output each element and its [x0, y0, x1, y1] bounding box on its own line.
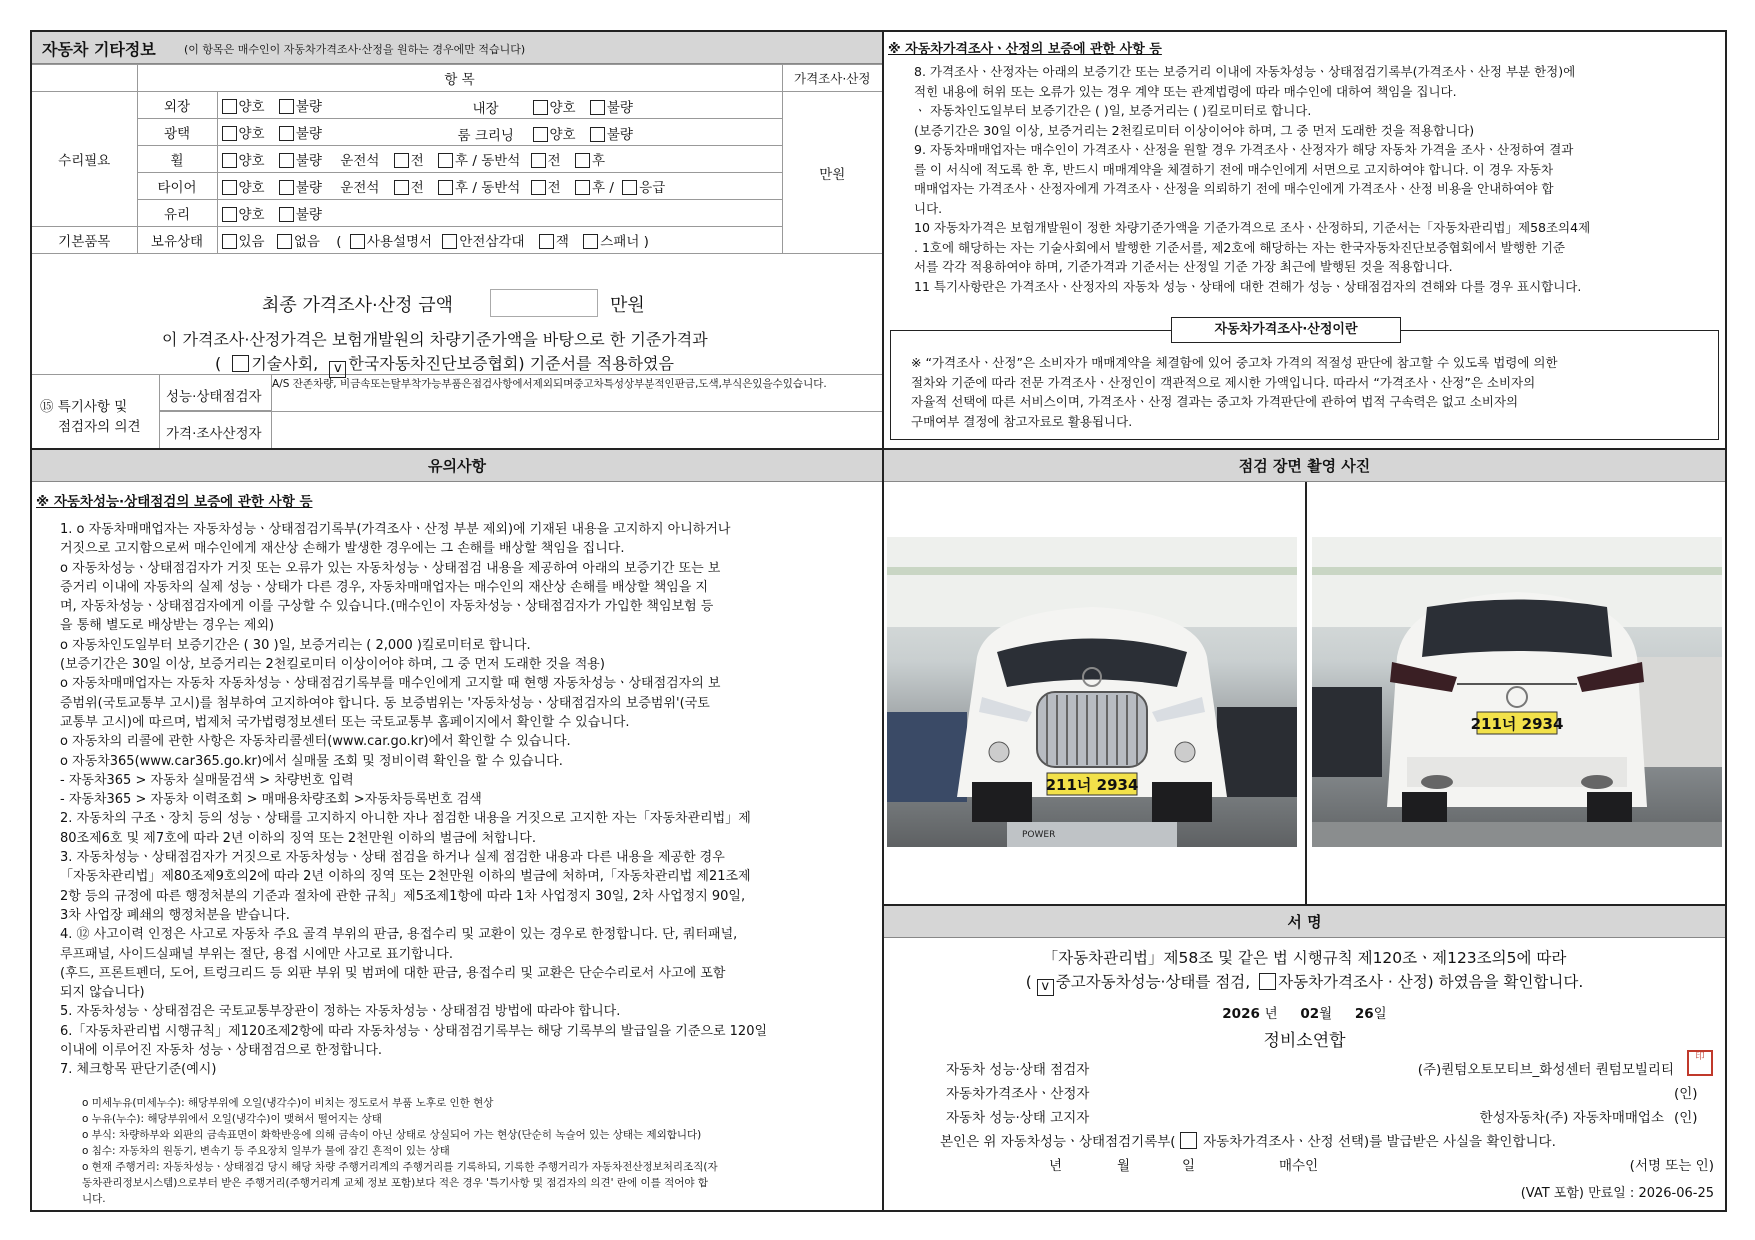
checkbox[interactable]: [222, 153, 237, 168]
label-rear: 후: [591, 153, 606, 169]
notes-line: 을 통해 별도로 배상받는 경우는 제외): [60, 618, 275, 634]
notes-line: 80조제6호 및 제7호에 따라 2년 이하의 징역 또는 2천만원 이하의 벌금에 처합니다.: [60, 830, 536, 846]
basic-label: 기본품목: [32, 227, 137, 254]
paren: (: [336, 234, 342, 250]
notes-line: (후드, 프론트펜더, 도어, 트렁크리드 등 외판 부위 및 범퍼에 대한 판금, 용접수리 및 교환은 단순수리로서 사고에 포함: [60, 965, 726, 981]
label-good: 양호: [549, 127, 576, 143]
notes-line: ο 자동차인도일부터 보증기간은 ( 30 )일, 보증거리는 ( 2,000 )킬로미터로 합니다.: [60, 637, 531, 653]
label-front: 전: [547, 153, 561, 169]
repair-table: [32, 64, 882, 254]
inspector-value: (주)퀀텀오토모티브_화성센터 퀀텀모빌리티: [1417, 1062, 1674, 1078]
label-driver: 운전석: [340, 180, 380, 196]
special-label: [32, 375, 160, 448]
row-status: 보유상태: [137, 227, 217, 254]
price-inspector-sign-label: 자동차가격조사ㆍ산정자: [946, 1086, 1090, 1102]
perf-inspector-note: A/S 잔존차량, 비금속또는탈부착가능부품은점검사항에서제외되며중고차특성상부분적인판금,도색,부식은있을수있습니다.: [272, 378, 827, 390]
row-gloss: 광택: [137, 119, 217, 146]
price-inspector-seal: (인): [1674, 1086, 1698, 1102]
label-emergency: 응급: [639, 180, 666, 196]
date-month-unit: 월: [1319, 1006, 1333, 1022]
notes-line: 4. ⑫ 사고이력 인정은 사고로 자동차 주요 골격 부위의 판금, 용접수리 및 교환이 있는 경우로 한정합니다. 단, 쿼터패널,: [60, 927, 738, 943]
criteria-list: [82, 1095, 880, 1207]
date-year-unit: 년: [1264, 1006, 1278, 1022]
confirm-text-b: 자동차가격조사ㆍ산정 선택)를 발급받은 사실을 확인합니다.: [1203, 1134, 1556, 1150]
notes-line: 거짓으로 고지함으로써 매수인에게 재산상 손해가 발생한 경우에는 그 손해를 배상할 책임을 집니다.: [60, 541, 625, 557]
basis-line-1: 이 가격조사·산정가격은 보험개발원의 차량기준가액을 바탕으로 한 기준가격과: [162, 330, 708, 349]
criteria-line: 동차관리정보시스템)으로부터 받은 주행거리(주행거리계 교체 정보 포함)보다 적은 경우 '특기사항 및 점검자의 의견' 란에 이를 적어야 합: [82, 1177, 708, 1189]
checkbox[interactable]: [222, 126, 237, 141]
signature-header: 서 명: [884, 906, 1725, 938]
perf-inspector-label: 성능·상태점검자: [160, 375, 272, 411]
section-title: 자동차 기타정보: [42, 40, 156, 59]
final-price-label: 최종 가격조사·산정 금액: [262, 295, 454, 316]
label-rear-passenger: 후 / 동반석: [455, 153, 521, 169]
expiry-footer: (VAT 포함) 만료일 : 2026-06-25: [1520, 1186, 1714, 1201]
buyer-signature: (서명 또는 인): [1629, 1158, 1714, 1174]
checkbox[interactable]: [350, 234, 365, 249]
final-price-unit: 만원: [610, 295, 645, 316]
checkbox[interactable]: [531, 153, 546, 168]
notes-line: ο 자동차성능ㆍ상태점검자가 거짓 또는 오류가 있는 자동차성능ㆍ상태점검 내용을 제공하여 아래의 보증기간 또는 보: [60, 560, 721, 576]
label-good: 양호: [238, 207, 265, 223]
guarantee-item-line: 11 특기사항란은 가격조사ㆍ산정자의 자동차 성능ㆍ상태에 대한 견해가 성능ㆍ상태점검자의 견해와 다를 경우 표시합니다.: [914, 278, 1582, 294]
issue-date: [884, 1002, 1725, 1022]
buyer-label: 매수인: [1279, 1158, 1319, 1174]
notes-line: 3. 자동차성능ㆍ상태점검자가 거짓으로 자동차성능ㆍ상태 점검을 하거나 실제 점검한 내용과 다른 내용을 제공한 경우: [60, 850, 725, 866]
checkbox[interactable]: [222, 207, 237, 222]
photo-header: 점검 장면 촬영 사진: [884, 450, 1725, 482]
date-year: 2026: [1222, 1006, 1260, 1022]
checkbox[interactable]: [442, 234, 457, 249]
label-price-check: 자동차가격조사 · 산정) 하였음을 확인합니다.: [1278, 973, 1584, 991]
organization: 정비소연합: [1263, 1031, 1346, 1051]
notes-line: - 자동차365 > 자동차 이력조회 > 매매용차량조회 >자동차등록번호 검색: [60, 792, 482, 808]
notes-line: 며, 자동차성능ㆍ상태점검자에게 이를 구상할 수 있습니다.(매수인이 자동차성능ㆍ상태점검자가 가입한 책임보험 등: [60, 599, 714, 615]
notes-line: ο 자동차365(www.car365.go.kr)에서 실매물 조회 및 정비이력 확인을 할 수 있습니다.: [60, 753, 563, 769]
price-inspector-label: 가격·조사산정자: [160, 411, 272, 448]
notes-list: [60, 520, 880, 1080]
signature-section: [882, 904, 1727, 1212]
checkbox[interactable]: [575, 180, 590, 195]
guarantee-item-line: 매매업자는 가격조사ㆍ산정자에게 가격조사ㆍ산정을 의뢰하기 전에 매수인에게 가격조사ㆍ산정 비용을 안내하여야 합: [914, 181, 1554, 196]
notes-line: 「자동차관리법」제80조제9호의2에 따라 2년 이하의 징역 또는 2천만원 이하의 벌금에 처하며,「자동차관리법 제21조제: [60, 869, 751, 885]
label-bad: 불량: [606, 100, 633, 116]
label-rear: 후 /: [591, 180, 614, 196]
receipt-confirm: [940, 1130, 1556, 1150]
label-triangle: 안전삼각대: [459, 234, 525, 250]
criteria-line: ο 현재 주행거리: 자동차성능ㆍ상태점검 당시 해당 차량 주행거리계의 주행거리를 기록하되, 기록한 주행거리가 자동차전산정보처리조직(자: [82, 1161, 718, 1173]
paren: (: [1025, 973, 1032, 991]
label-front: 전: [410, 153, 424, 169]
notifier-seal: (인): [1674, 1110, 1698, 1126]
checkbox[interactable]: [394, 153, 409, 168]
buyer-day: 일: [1182, 1158, 1196, 1174]
front-plate-text: 211너 2934: [1045, 776, 1139, 794]
notes-section: [30, 448, 884, 1212]
notes-line: 2항 등의 규정에 따른 행정처분의 기준과 절차에 관한 규칙」제5조제1항에 따라 1차 사업정지 30일, 2차 사업정지 90일,: [60, 888, 746, 904]
row-room-clean: 룸 크리닝: [457, 128, 514, 144]
checkbox[interactable]: [539, 234, 554, 249]
label-manual: 사용설명서: [366, 234, 433, 250]
checkbox[interactable]: [277, 234, 292, 249]
label-front: 전: [547, 180, 561, 196]
notes-line: 3차 사업장 폐쇄의 행정처분을 받습니다.: [60, 907, 290, 923]
price-guarantee-heading: ※ 자동차가격조사ㆍ산정의 보증에 관한 사항 등: [888, 42, 1162, 57]
notes-line: 2. 자동차의 구조ㆍ장치 등의 성능ㆍ상태를 고지하지 아니한 자나 점검한 내용을 거짓으로 고지한 자는「자동차관리법」제: [60, 811, 751, 827]
inspector-seal-stamp: 印: [1687, 1050, 1713, 1076]
notes-line: 6.「자동차관리법 시행규칙」제120조제2항에 따라 자동차성능ㆍ상태점검기록부는 해당 기록부의 발급일을 기준으로 120일: [60, 1023, 768, 1039]
photo-divider: [1305, 482, 1307, 904]
label-front: 전: [410, 180, 424, 196]
label-bad: 불량: [295, 207, 322, 223]
price-definition-box: [890, 322, 1719, 440]
checkbox[interactable]: [531, 180, 546, 195]
checkbox-price-check[interactable]: [1259, 973, 1276, 990]
checkbox[interactable]: [533, 100, 548, 115]
label-good: 양호: [238, 99, 265, 115]
guarantee-item-line: 니다.: [914, 200, 943, 216]
checkbox[interactable]: [590, 100, 605, 115]
notes-line: 이내에 이루어진 자동차 성능ㆍ상태점검으로 한정합니다.: [60, 1043, 383, 1059]
photo-section: [882, 448, 1727, 906]
notes-line: - 자동차365 > 자동차 실매물검색 > 차량번호 입력: [60, 772, 354, 788]
rear-car-illustration: [1312, 537, 1722, 847]
row-wheel: 휠: [137, 146, 217, 173]
label-have: 있음: [238, 234, 265, 250]
front-car-illustration: [887, 537, 1297, 847]
notes-line: 증범위(국토교통부 고시)를 첨부하여 고지하여야 합니다. 동 보증범위는 '자동차성능ㆍ상태점검자의 보증범위'(국토: [60, 695, 710, 711]
buyer-year: 년: [1049, 1158, 1063, 1174]
notes-line: 5. 자동차성능ㆍ상태점검은 국토교통부장관이 정하는 자동차성능ㆍ상태점검 방법에 따라야 합니다.: [60, 1004, 621, 1020]
notes-heading: ※ 자동차성능·상태점검의 보증에 관한 사항 등: [36, 494, 313, 510]
paren: (: [215, 354, 222, 373]
checkbox[interactable]: [622, 180, 637, 195]
confirm-line: [884, 970, 1725, 996]
price-definition-text: [911, 353, 1711, 431]
guarantee-item-line: 8. 가격조사ㆍ산정자는 아래의 보증기간 또는 보증거리 이내에 자동차성능ㆍ상태점검기록부(가격조사ㆍ산정 부분 한정)에: [914, 64, 1576, 79]
checkbox[interactable]: [583, 234, 598, 249]
notes-header: 유의사항: [32, 450, 882, 482]
confirm-text-a: 본인은 위 자동차성능ㆍ상태점검기록부(: [940, 1134, 1176, 1150]
notifier-value: 한성자동차(주) 자동차매매업소: [1479, 1110, 1664, 1126]
guarantee-item-line: 적힌 내용에 허위 또는 오류가 있는 경우 계약 또는 관계법령에 따라 매수인에 대하여 책임을 집니다.: [914, 83, 1457, 99]
rear-plate-text: 211너 2934: [1470, 715, 1564, 733]
guarantee-item-line: . 1호에 해당하는 자는 기술사회에서 발행한 기준서를, 제2호에 해당하는 자는 한국자동차진단보증협회에서 발행한 기준: [914, 239, 1566, 255]
lift-brand-text: POWER: [1022, 830, 1056, 840]
notes-line: 1. ο 자동차매매업자는 자동차성능ㆍ상태점검기록부(가격조사ㆍ산정 부분 제외)에 기재된 내용을 고지하지 아니하거나: [60, 522, 731, 537]
date-day-unit: 일: [1373, 1006, 1387, 1022]
criteria-line: ο 침수: 자동차의 원동기, 변속기 등 주요장치 일부가 물에 잠긴 흔적이 있는 상태: [82, 1145, 450, 1157]
law-basis-line: 「자동차관리법」제58조 및 같은 법 시행규칙 제120조ㆍ제123조의5에 따라: [1042, 949, 1567, 967]
checkbox[interactable]: [575, 153, 590, 168]
label-bad: 불량: [606, 127, 633, 143]
final-price-input[interactable]: [490, 289, 598, 317]
definition-line: 절차와 기준에 따라 전문 가격조사ㆍ산정인이 객관적으로 제시한 가액입니다. 따라서 “가격조사ㆍ산정”은 소비자의: [911, 374, 1536, 390]
label-bad: 불량: [295, 153, 322, 169]
checkbox[interactable]: [438, 180, 453, 195]
label-good: 양호: [238, 153, 265, 169]
price-guarantee-section: [882, 30, 1727, 450]
checkbox[interactable]: [279, 207, 294, 222]
notes-line: (보증기간은 30일 이상, 보증거리는 2천킬로미터 이상이어야 하며, 그 중 먼저 도래한 것을 적용): [60, 657, 605, 673]
checkbox[interactable]: [438, 153, 453, 168]
checkbox-price-selection[interactable]: [1180, 1132, 1197, 1149]
criteria-line: ο 누유(누수): 해당부위에서 오일(냉각수)이 맺혀서 떨어지는 상태: [82, 1113, 382, 1125]
section-note: (이 항목은 매수인이 자동차가격조사·산정을 원하는 경우에만 적습니다): [184, 43, 526, 56]
checkbox[interactable]: [222, 234, 237, 249]
checkbox[interactable]: [279, 99, 294, 114]
checkbox[interactable]: [590, 127, 605, 142]
notes-line: 교통부 고시)에 따르며, 법제처 국가법령정보센터 또는 국토교통부 홈페이지에서 확인할 수 있습니다.: [60, 714, 630, 730]
guarantee-item-line: 서를 각각 적용하여야 하며, 기준가격과 기준서는 산정일 기준 가장 최근에 발행된 것을 적용합니다.: [914, 259, 1453, 274]
definition-line: 구매여부 결정에 참고자료로 활용됩니다.: [911, 413, 1133, 429]
basis-line-2: [215, 351, 674, 378]
special-label-1: ⑮ 특기사항 및: [40, 399, 128, 415]
label-bad: 불량: [295, 99, 322, 115]
checkbox[interactable]: [222, 99, 237, 114]
checkbox-kadia[interactable]: v: [329, 361, 346, 378]
price-definition-title: 자동차가격조사·산정이란: [1171, 317, 1401, 343]
rear-car-photo: [1312, 537, 1722, 847]
label-spanner: 스패너 ): [600, 234, 649, 250]
special-remarks: [32, 375, 882, 448]
label-rear-passenger: 후 / 동반석: [455, 180, 521, 196]
row-glass: 유리: [137, 200, 217, 227]
special-label-2: 점검자의 의견: [58, 419, 141, 435]
label-bad: 불량: [295, 126, 322, 142]
checkbox[interactable]: [279, 180, 294, 195]
label-performance-check: 중고자동차성능·상태를 점검,: [1055, 973, 1251, 991]
guarantee-item-line: 10 자동차가격은 보험개발원이 정한 차량기준가액을 기준가격으로 조사ㆍ산정하되, 기준서는「자동차관리법」제58조의4제: [914, 220, 1591, 235]
col-item: 항 목: [137, 65, 782, 92]
date-month: 02: [1300, 1006, 1320, 1022]
checkbox[interactable]: [222, 180, 237, 195]
label-none: 없음: [293, 234, 320, 250]
row-interior: 내장: [472, 101, 499, 117]
price-guarantee-items: [914, 62, 1724, 296]
label-good: 양호: [238, 180, 265, 196]
label-good: 양호: [549, 100, 576, 116]
checkbox[interactable]: [533, 127, 548, 142]
label-jack: 잭: [555, 234, 569, 250]
front-car-photo: [887, 537, 1297, 847]
col-price: 가격조사·산정: [782, 65, 882, 92]
definition-line: ※ “가격조사ㆍ산정”은 소비자가 매매계약을 체결함에 있어 중고차 가격의 적절성 판단에 참고할 수 있도록 법령에 의한: [911, 355, 1558, 370]
checkbox[interactable]: [279, 153, 294, 168]
row-tire: 타이어: [137, 173, 217, 200]
vehicle-other-info-section: [30, 30, 884, 450]
row-exterior: 외장: [137, 92, 217, 119]
notes-line: 루프패널, 사이드실패널 부위는 절단, 용접 시에만 사고로 표기합니다.: [60, 946, 453, 962]
date-day: 26: [1354, 1006, 1374, 1022]
notes-line: 증거리 이내에 자동차의 실제 성능ㆍ상태가 다른 경우, 자동차매매업자는 매수인의 재산상 손해를 배상할 책임을 지: [60, 579, 709, 595]
section-header: [32, 32, 882, 64]
notes-line: 7. 체크항목 판단기준(예시): [60, 1062, 217, 1078]
notifier-label: 자동차 성능·상태 고지자: [946, 1110, 1090, 1126]
label-tech-society: 기술사회,: [251, 354, 319, 373]
repair-label: 수리필요: [32, 92, 137, 227]
guarantee-item-line: (보증기간은 30일 이상, 보증거리는 2천킬로미터 이상이어야 하며, 그 중 먼저 도래한 것을 적용합니다): [914, 122, 1475, 138]
final-price-block: [32, 285, 882, 375]
label-good: 양호: [238, 126, 265, 142]
criteria-line: ο 미세누유(미세누수): 해당부위에 오일(냉각수)이 비치는 정도로서 부품 노후로 인한 현상: [82, 1097, 494, 1109]
guarantee-item-line: 를 이 서식에 적도록 한 후, 반드시 매매계약을 체결하기 전에 매수인에게 서면으로 고지하여야 합니다. 이 경우 자동차: [914, 161, 1554, 177]
guarantee-item-line: 9. 자동차매매업자는 매수인이 가격조사ㆍ산정을 원할 경우 가격조사ㆍ산정자가 해당 자동차 가격을 조사ㆍ산정하여 결과: [914, 142, 1574, 157]
guarantee-item-line: ㆍ 자동차인도일부터 보증기간은 ( )일, 보증거리는 ( )킬로미터로 합니다.: [914, 103, 1312, 118]
label-kadia: 한국자동차진단보증협회) 기준서를 적용하였음: [348, 354, 674, 373]
checkbox-tech-society[interactable]: [232, 355, 249, 372]
notes-line: ο 자동차의 리콜에 관한 사항은 자동차리콜센터(www.car.go.kr)에서 확인할 수 있습니다.: [60, 734, 571, 750]
definition-line: 자율적 선택에 따른 서비스이며, 가격조사ㆍ산정 결과는 중고차 가격판단에 관하여 법적 구속력은 없고 소비자의: [911, 394, 1519, 409]
checkbox-performance-check[interactable]: v: [1037, 979, 1054, 996]
criteria-line: ο 부식: 차량하부와 외판의 금속표면이 화학반응에 의해 금속이 아닌 상태로 상실되어 가는 현상(단순히 녹슬어 있는 상태는 제외합니다): [82, 1129, 702, 1141]
label-driver: 운전석: [340, 153, 380, 169]
label-bad: 불량: [295, 180, 322, 196]
buyer-month: 월: [1117, 1158, 1131, 1174]
inspector-label: 자동차 성능·상태 점검자: [946, 1062, 1090, 1078]
checkbox[interactable]: [394, 180, 409, 195]
notes-line: ο 자동차매매업자는 자동차 자동차성능ㆍ상태점검기록부를 매수인에게 고지할 때 현행 자동차성능ㆍ상태점검자의 보: [60, 676, 721, 692]
notes-line: 되지 않습니다): [60, 985, 145, 1001]
criteria-line: 니다.: [82, 1193, 106, 1205]
price-unit: 만원: [782, 92, 882, 254]
checkbox[interactable]: [279, 126, 294, 141]
